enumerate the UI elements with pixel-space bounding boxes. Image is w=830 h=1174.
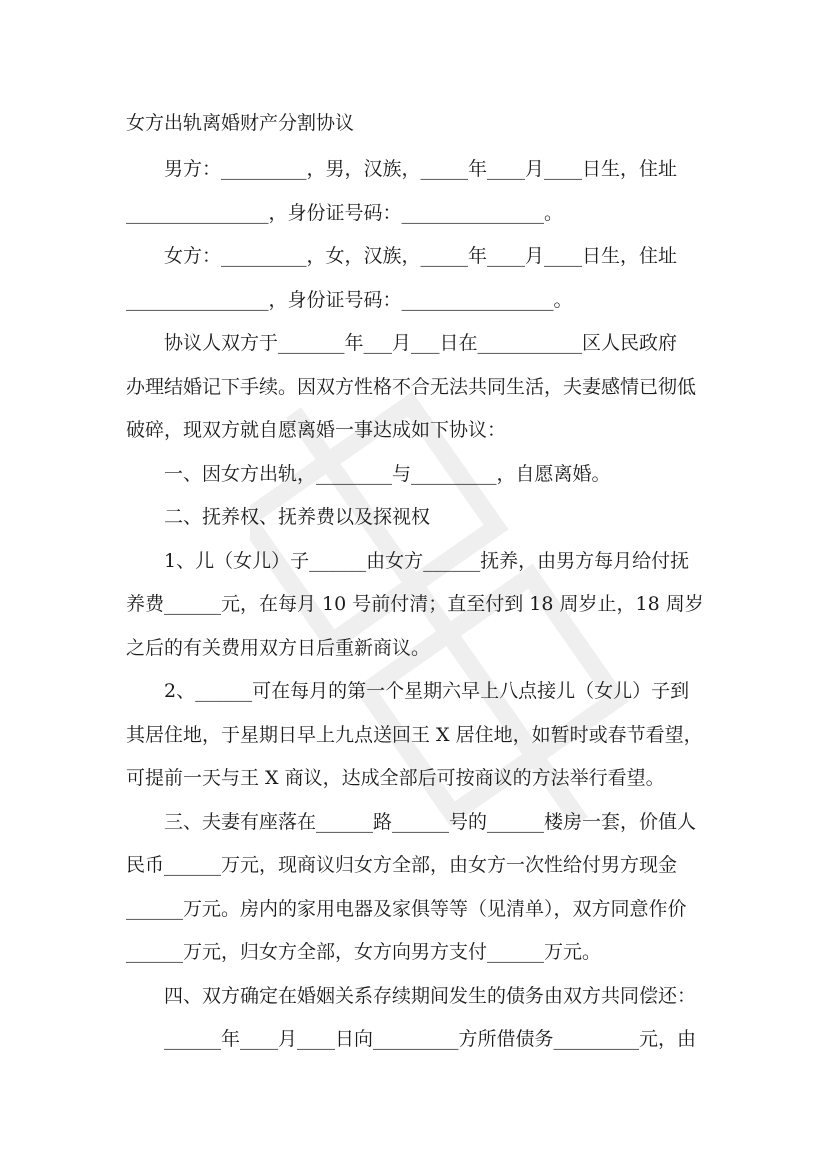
clause-2-1-line-3: 之后的有关费用双方日后重新商议。 [126,636,431,659]
agreement-line-2: 办理结婚记下手续。因双方性格不合无法共同生活，夫妻感情已彻低 [126,375,697,398]
clause-2-1-line-1: 1、儿（女儿）子______由女方______抚养，由男方每月给付抚 [164,549,690,572]
agreement-line-3: 破碎，现双方就自愿离婚一事达成如下协议： [126,419,507,441]
male-id-line: _______________，身份证号码：_______________。 [126,201,564,224]
male-info-line: 男方：_________，男，汉族，_____年____月____日生，住址 [164,158,678,180]
agreement-line-1: 协议人双方于_______年___月___日在___________区人民政府 [164,332,678,354]
clause-4-line-1: ______年____月____日向_________方所借债务_________元，由 [164,1028,697,1050]
clause-3-line-2: 民币______万元，现商议归女方全部，由女方一次性给付男方现金 [126,854,678,876]
clause-2-heading: 二、抚养权、抚养费以及探视权 [164,506,431,528]
female-info-line: 女方：_________，女，汉族，_____年____月____日生，住址 [164,245,678,267]
clause-3-line-4: ______万元，归女方全部，女方向男方支付______万元。 [126,941,602,963]
clause-1: 一、因女方出轨，________与_________，自愿离婚。 [164,462,611,485]
clause-2-1-line-2: 养费______元，在每月 10 号前付清；直至付到 18 周岁止，18 周岁 [126,593,704,615]
clause-3-line-1: 三、夫妻有座落在______路______号的______楼房一套，价值人 [164,810,697,833]
clause-4-heading: 四、双方确定在婚姻关系存续期间发生的债务由双方共同偿还： [164,984,697,1007]
female-id-line: _______________，身份证号码：________________。 [126,288,573,311]
clause-2-2-line-1: 2、______可在每月的第一个星期六早上八点接儿（女儿）子到 [164,680,690,702]
clause-2-2-line-3: 可提前一天与王 X 商议，达成全部后可按商议的方法举行看望。 [126,767,665,789]
document-title: 女方出轨离婚财产分割协议 [126,112,355,134]
clause-2-2-line-2: 其居住地，于星期日早上九点送回王 X 居住地，如暂时或春节看望， [126,723,703,746]
document-body [126,148,708,1062]
clause-3-line-3: ______万元。房内的家用电器及家俱等等（见清单），双方同意作价 [126,897,687,920]
